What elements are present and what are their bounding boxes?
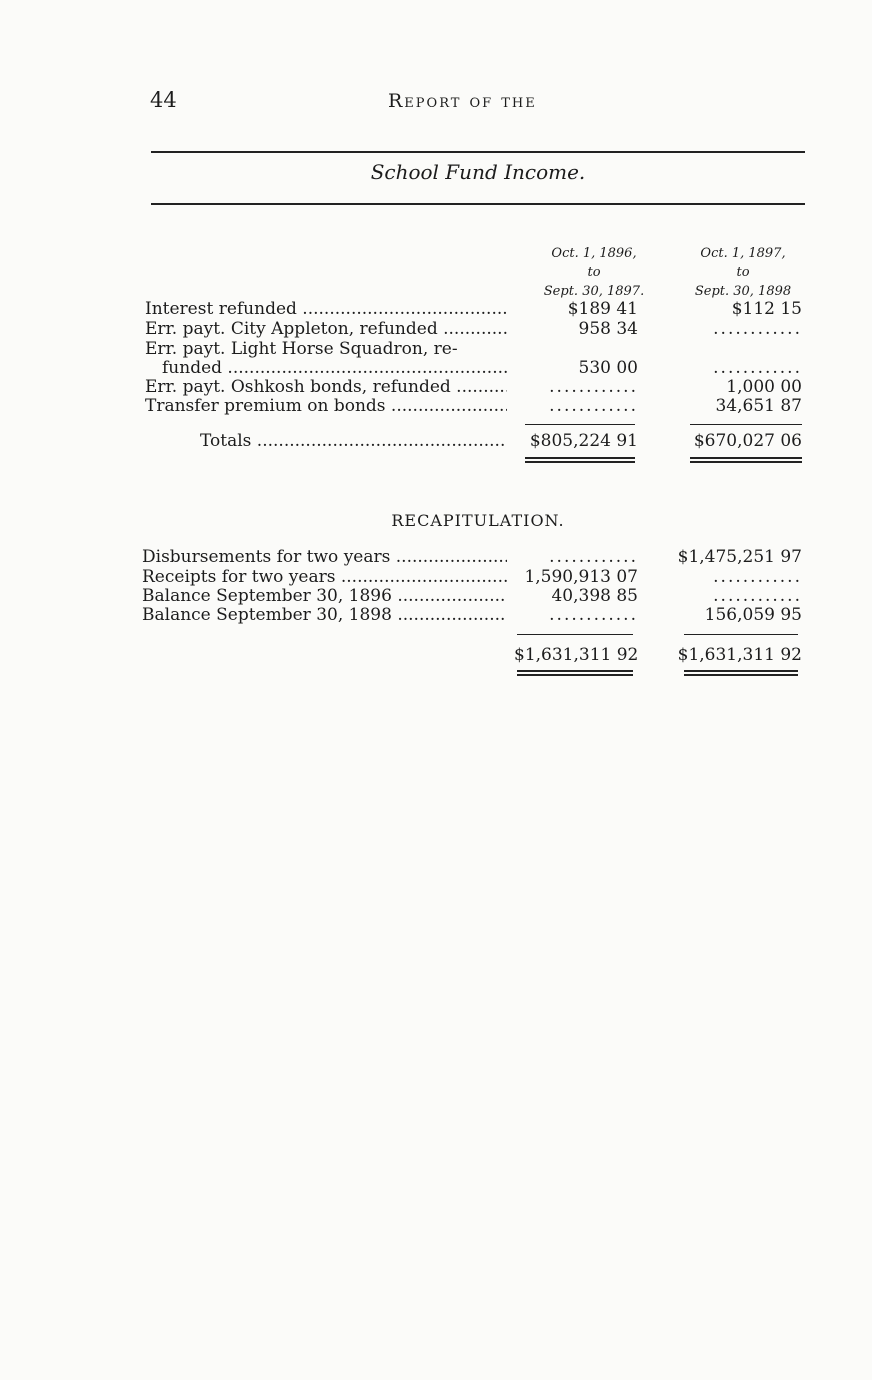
table-row [0,299,872,319]
totals-row [0,431,872,451]
column-header-line: Sept. 30, 1898 [694,284,792,299]
sum-rule [684,634,798,635]
value-column-2: 156,059 95 [704,605,802,625]
recapitulation-title: RECAPITULATION. [391,511,565,530]
double-rule [525,457,635,463]
sum-rule [525,424,635,425]
recap-total-1: $1,631,311 92 [514,645,639,665]
double-rule [517,670,633,676]
value-1896-97: $189 41 [567,299,638,319]
value-1897-98: ............ [713,358,802,378]
sum-rule [517,634,633,635]
row-label: Balance September 30, 1896 ..... [142,586,507,606]
table-row [0,605,872,625]
table-row [0,396,872,416]
table-row [0,547,872,567]
table-row [0,319,872,339]
value-1897-98: 1,000 00 [726,377,802,397]
total-1897-98: $670,027 06 [693,431,802,451]
value-1896-97: ............ [549,396,638,416]
value-column-1: ............ [549,605,638,625]
value-1897-98: ............ [713,319,802,339]
value-column-1: 40,398 85 [551,586,638,606]
section-title: School Fund Income. [370,160,586,184]
value-1897-98: 34,651 87 [715,396,802,416]
row-label: Interest refunded ..... [145,299,507,319]
value-column-1: ............ [549,547,638,567]
column-header-1896-97 [535,244,653,301]
table-row [0,377,872,397]
value-1896-97: 530 00 [578,358,638,378]
row-label: Err. payt. Light Horse Squadron, re- [145,339,458,359]
column-header-line: to [587,265,601,280]
column-header-1897-98 [680,244,806,301]
column-header-line: to [736,265,750,280]
value-1896-97: 958 34 [578,319,638,339]
row-label: Err. payt. City Appleton, refunded ..... [145,319,507,339]
column-header-line: Sept. 30, 1897. [543,284,645,299]
top-rule [151,151,805,153]
double-rule [684,670,798,676]
sum-rule [690,424,802,425]
bottom-rule [151,203,805,205]
row-label: funded ..... [162,358,507,378]
row-label: Balance September 30, 1898 ..... [142,605,507,625]
value-1897-98: $112 15 [731,299,802,319]
row-label: Disbursements for two years ..... [142,547,507,567]
totals-row [0,645,872,665]
column-header-line: Oct. 1, 1896, [551,246,637,261]
row-label: Receipts for two years ..... [142,567,507,587]
value-column-2: $1,475,251 97 [677,547,802,567]
double-rule [690,457,802,463]
row-label: Err. payt. Oshkosh bonds, refunded ..... [145,377,507,397]
table-row [0,358,872,378]
table-row [0,586,872,606]
totals-label: Totals ..... [200,431,507,451]
page-number: 44 [150,88,177,112]
total-1896-97: $805,224 91 [529,431,638,451]
value-column-1: 1,590,913 07 [524,567,638,587]
column-header-line: Oct. 1, 1897, [700,246,786,261]
recap-total-2: $1,631,311 92 [677,645,802,665]
value-column-2: ............ [713,567,802,587]
table-row [0,567,872,587]
table-row [0,339,872,359]
running-head: Report of the [388,90,537,112]
value-column-2: ............ [713,586,802,606]
row-label: Transfer premium on bonds ..... [145,396,507,416]
value-1896-97: ............ [549,377,638,397]
